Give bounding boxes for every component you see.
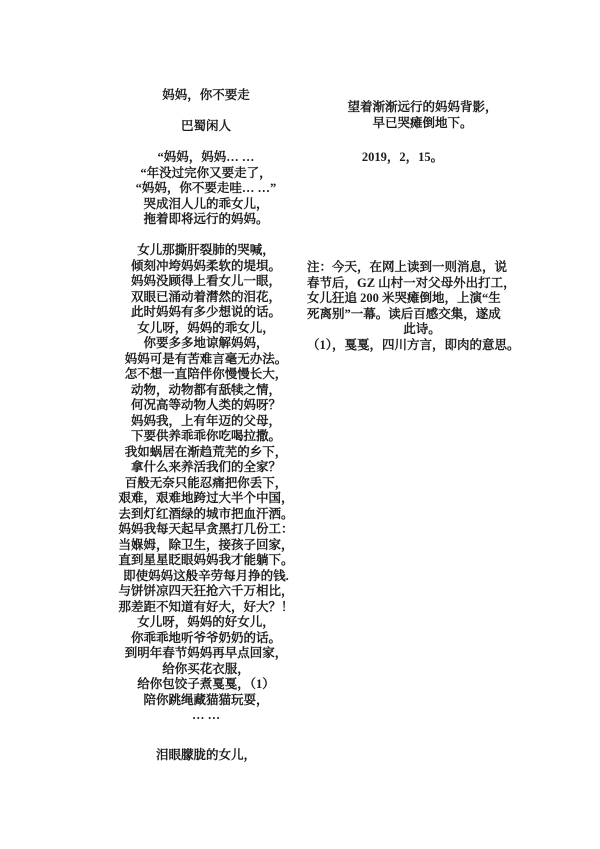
text-line: 女儿狂追 200 米哭瘫倒地，上演“生 [307, 291, 501, 305]
text-line: 下要供养乖乖你吃喝拉撒。 [130, 429, 281, 443]
text-line: 妈妈我每天起早贪黑打几份工： [118, 522, 294, 536]
text-line: 女儿那撕肝裂肺的哭喊， [137, 243, 275, 257]
text-line: 陪你跳绳藏猫猫玩耍， [143, 692, 269, 707]
text-line: 即使妈妈这般辛劳每月挣的钱. [123, 568, 289, 583]
text-line: 妈妈我，上有年迈的父母， [130, 413, 281, 428]
text-line: 双眼已涌动着潸然的泪花， [130, 289, 281, 304]
text-line: “妈妈，妈妈… … [157, 150, 255, 164]
text-line: 给你包饺子煮戛戛，（1） [137, 677, 275, 691]
text-line: 给你买花衣服， [162, 661, 250, 676]
text-line: 我如蜗居在渐趋荒芜的乡下， [124, 444, 288, 459]
text-line: 那差距不知道有好大，好大？！ [118, 599, 294, 614]
text-line: 注：今天，在网上读到一则消息，说 [307, 260, 508, 274]
text-line: 此时妈妈有多少想说的话。 [130, 305, 281, 319]
text-line: … … [191, 708, 221, 722]
author-note [307, 260, 537, 322]
text-line: 早已哭瘫倒地下。 [372, 115, 473, 130]
text-line: 当媬姆，除卫生，接孩子回家， [118, 537, 294, 552]
text-line: 拖着即将远行的妈妈。 [143, 212, 269, 226]
poem-date: 2019，2，15。 [361, 150, 444, 164]
text-line: 拿什么来养活我们的全家？ [130, 460, 281, 474]
right-intro [305, 100, 540, 131]
text-line: 死离别”一幕。读后百感交集，遂成 [307, 306, 501, 321]
poem-closing-line: 泪眼朦胧的女儿， [155, 748, 256, 762]
text-line: 你乖乖地听爷爷奶奶的话。 [130, 630, 281, 645]
text-line: 动物，动物都有舐犊之情， [130, 382, 281, 397]
text-line: 妈妈没顾得上看女儿一眼， [130, 274, 281, 288]
text-line: 到明年春节妈妈再早点回家， [124, 646, 288, 660]
poem-stanza-2 [70, 243, 342, 724]
text-line: 女儿呀，妈妈的乖女儿， [137, 320, 275, 335]
text-line: “年没过完你又要走了， [140, 165, 272, 180]
footnote: （1），戛戛，四川方言，即肉的意思。 [307, 338, 520, 352]
text-line: 怎不想一直陪伴你慢慢长大， [124, 367, 288, 381]
text-line: 艰难，艰难地跨过大半个中国， [118, 491, 294, 505]
text-line: 女儿呀，妈妈的好女儿， [137, 615, 275, 629]
poem-author: 巴蜀闲人 [180, 119, 231, 133]
poem-stanza-1 [70, 150, 342, 228]
text-line: 妈妈可是有苦难言毫无办法。 [124, 351, 288, 366]
text-line: “妈妈，你不要走哇… …” [135, 181, 277, 195]
text-line: 春节后，GZ 山村一对父母外出打工， [307, 275, 516, 290]
text-line: 哭成泪人儿的乖女儿， [143, 196, 269, 211]
text-line: 望着渐渐远行的妈妈背影， [347, 100, 498, 114]
author-note-closing: 此诗。 [403, 322, 441, 336]
text-line: 倾刻冲垮妈妈柔软的堤垻。 [130, 258, 281, 273]
text-line: 何况高等动物人类的妈呀？ [130, 398, 281, 412]
poem-title: 妈妈，你不要走 [162, 88, 250, 102]
text-line: 直到星星眨眼妈妈我才能躺下。 [118, 553, 294, 567]
text-line: 百般无奈只能忍痛把你丢下， [124, 475, 288, 490]
text-line: 与饼饼凉四天狂抢六千万相比， [118, 584, 294, 598]
text-line: 你要多多地谅解妈妈， [143, 336, 269, 350]
text-line: 去到灯红酒绿的城市把血汗洒。 [118, 506, 294, 521]
